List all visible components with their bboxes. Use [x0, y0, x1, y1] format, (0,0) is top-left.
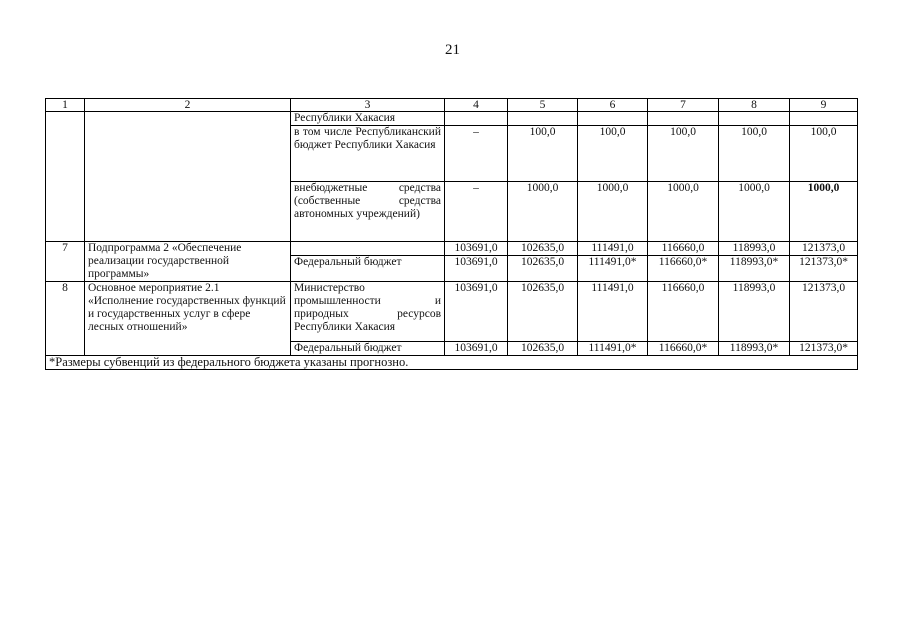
program-name: Подпрограмма 2 «Обеспечение реализации государственной программы»: [85, 242, 291, 282]
empty-cell: [790, 112, 858, 126]
header-cell: 6: [578, 99, 648, 112]
value-cell: 103691,0: [445, 256, 508, 282]
value-cell: 111491,0*: [578, 342, 648, 356]
value-cell: 116660,0: [648, 242, 719, 256]
value-cell: –: [445, 182, 508, 242]
value-cell: 100,0: [790, 126, 858, 182]
empty-cell: [85, 112, 291, 242]
funding-source: Федеральный бюджет: [291, 256, 445, 282]
value-cell: 111491,0*: [578, 256, 648, 282]
empty-cell: [291, 242, 445, 256]
footnote-row: [46, 356, 858, 370]
value-cell: 102635,0: [508, 256, 578, 282]
funding-source: в том числе Республиканский бюджет Республики Хакасия: [291, 126, 445, 182]
value-cell: 118993,0: [719, 282, 790, 342]
row-number: 7: [46, 242, 85, 282]
program-name: Основное мероприятие 2.1 «Исполнение государственных функций и государственных услуг в сфере лесных отношений»: [85, 282, 291, 356]
footnote: *Размеры субвенций из федерального бюджета указаны прогнозно.: [46, 356, 858, 370]
header-cell: 1: [46, 99, 85, 112]
value-cell: 116660,0*: [648, 342, 719, 356]
value-cell: 102635,0: [508, 242, 578, 256]
value-cell: 100,0: [719, 126, 790, 182]
value-cell: 102635,0: [508, 282, 578, 342]
empty-cell: [578, 112, 648, 126]
row-number: 8: [46, 282, 85, 356]
funding-source: Министерство промышленности и природных ресурсов Республики Хакасия: [291, 282, 445, 342]
value-cell: 100,0: [578, 126, 648, 182]
value-cell: 1000,0: [578, 182, 648, 242]
header-cell: 7: [648, 99, 719, 112]
funding-source: Республики Хакасия: [291, 112, 445, 126]
budget-table: [45, 98, 858, 370]
table-header-row: [46, 99, 858, 112]
header-cell: 8: [719, 99, 790, 112]
table-row: [46, 282, 858, 342]
empty-cell: [46, 112, 85, 242]
value-cell: 121373,0: [790, 282, 858, 342]
header-cell: 9: [790, 99, 858, 112]
value-cell: 121373,0*: [790, 256, 858, 282]
header-cell: 4: [445, 99, 508, 112]
value-cell: 111491,0: [578, 242, 648, 256]
value-cell: 116660,0: [648, 282, 719, 342]
value-cell: 100,0: [508, 126, 578, 182]
funding-source: Федеральный бюджет: [291, 342, 445, 356]
value-cell: 111491,0: [578, 282, 648, 342]
value-cell: 118993,0*: [719, 342, 790, 356]
funding-source: внебюджетные средства (собственные средства автономных учреждений): [291, 182, 445, 242]
empty-cell: [445, 112, 508, 126]
header-cell: 3: [291, 99, 445, 112]
empty-cell: [508, 112, 578, 126]
header-cell: 2: [85, 99, 291, 112]
value-cell: 100,0: [648, 126, 719, 182]
value-cell: 103691,0: [445, 342, 508, 356]
value-cell: 1000,0: [648, 182, 719, 242]
value-cell: 116660,0*: [648, 256, 719, 282]
value-cell: 103691,0: [445, 282, 508, 342]
value-cell: 1000,0: [719, 182, 790, 242]
value-cell: 103691,0: [445, 242, 508, 256]
value-cell: 1000,0: [508, 182, 578, 242]
empty-cell: [719, 112, 790, 126]
empty-cell: [648, 112, 719, 126]
header-cell: 5: [508, 99, 578, 112]
value-cell: 118993,0: [719, 242, 790, 256]
value-cell: 102635,0: [508, 342, 578, 356]
value-cell: –: [445, 126, 508, 182]
value-cell: 121373,0: [790, 242, 858, 256]
value-cell: 118993,0*: [719, 256, 790, 282]
page-number: 21: [445, 42, 460, 58]
table-row: [46, 112, 858, 126]
value-cell: 1000,0: [790, 182, 858, 242]
value-cell: 121373,0*: [790, 342, 858, 356]
table-row: [46, 242, 858, 256]
